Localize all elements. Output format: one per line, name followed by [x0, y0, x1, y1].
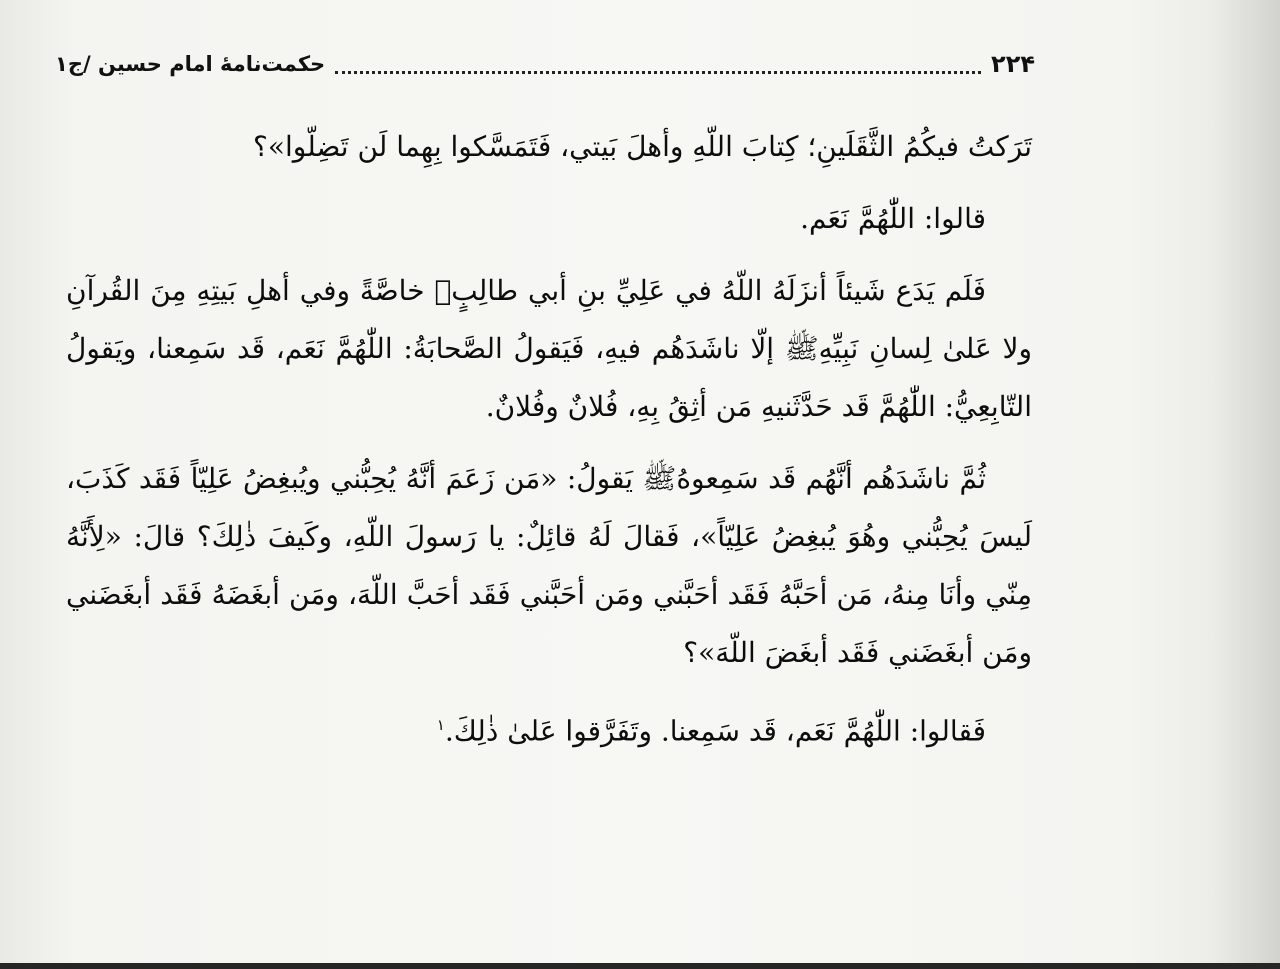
paragraph-3: فَلَم يَدَع شَيئاً أنزَلَهُ اللّهُ في عَلِيِّ بنِ أبي طالِبٍ﷣ خاصَّةً وفي أهلِ بَيتِهِ مِنَ القُرآنِ ولا عَلىٰ لِسانِ نَبِيِّهِﷺ إلّا ناشَدَهُم فيهِ، فَيَقولُ الصَّحابَةُ: اللّٰهُمَّ نَعَم، قَد سَمِعنا، ويَقولُ التّابِعِيُّ: اللّٰهُمَّ قَد حَدَّثَنيهِ مَن أثِقُ بِهِ، فُلانٌ وفُلانٌ.	[66, 274, 1032, 423]
paragraph-5-text: فَقالوا: اللّٰهُمَّ نَعَم، قَد سَمِعنا. وتَفَرَّقوا عَلىٰ ذٰلِكَ.	[444, 714, 986, 748]
page-number: ۲۲۴	[991, 50, 1035, 78]
paragraph-2: قالوا: اللّٰهُمَّ نَعَم.	[800, 202, 986, 235]
paragraph-4: ثُمَّ ناشَدَهُم أنَّهُم قَد سَمِعوهُﷺ يَقولُ: «مَن زَعَمَ أنَّهُ يُحِبُّني ويُبغِضُ عَلِيّاً فَقَد كَذَبَ، لَيسَ يُحِبُّني وهُوَ يُبغِضُ عَلِيّاً»، فَقالَ لَهُ قائِلٌ: يا رَسولَ اللّهِ، وكَيفَ ذٰلِكَ؟ قالَ: «لِأَنَّهُ مِنّي وأنَا مِنهُ، مَن أحَبَّهُ فَقَد أحَبَّني ومَن أحَبَّني فَقَد أحَبَّ اللّهَ، ومَن أبغَضَهُ فَقَد أبغَضَني ومَن أبغَضَني فَقَد أبغَضَ اللّهَ»؟	[66, 462, 1032, 669]
paragraph-1: تَرَكتُ فيكُمُ الثَّقَلَينِ؛ كِتابَ اللّهِ وأهلَ بَيتي، فَتَمَسَّكوا بِهِما لَن تَضِلّوا»؟	[252, 130, 1032, 163]
footnote-marker: ۱	[436, 716, 445, 734]
page-body	[66, 118, 1032, 774]
paragraph-5	[66, 696, 1032, 760]
page-bottom-edge	[0, 963, 1280, 969]
book-title: حکمت‌نامهٔ امام حسین /ج۱	[55, 52, 326, 76]
page-edge-shadow	[1210, 0, 1280, 969]
header-dotted-leader	[335, 71, 981, 74]
page-header	[55, 42, 1035, 86]
